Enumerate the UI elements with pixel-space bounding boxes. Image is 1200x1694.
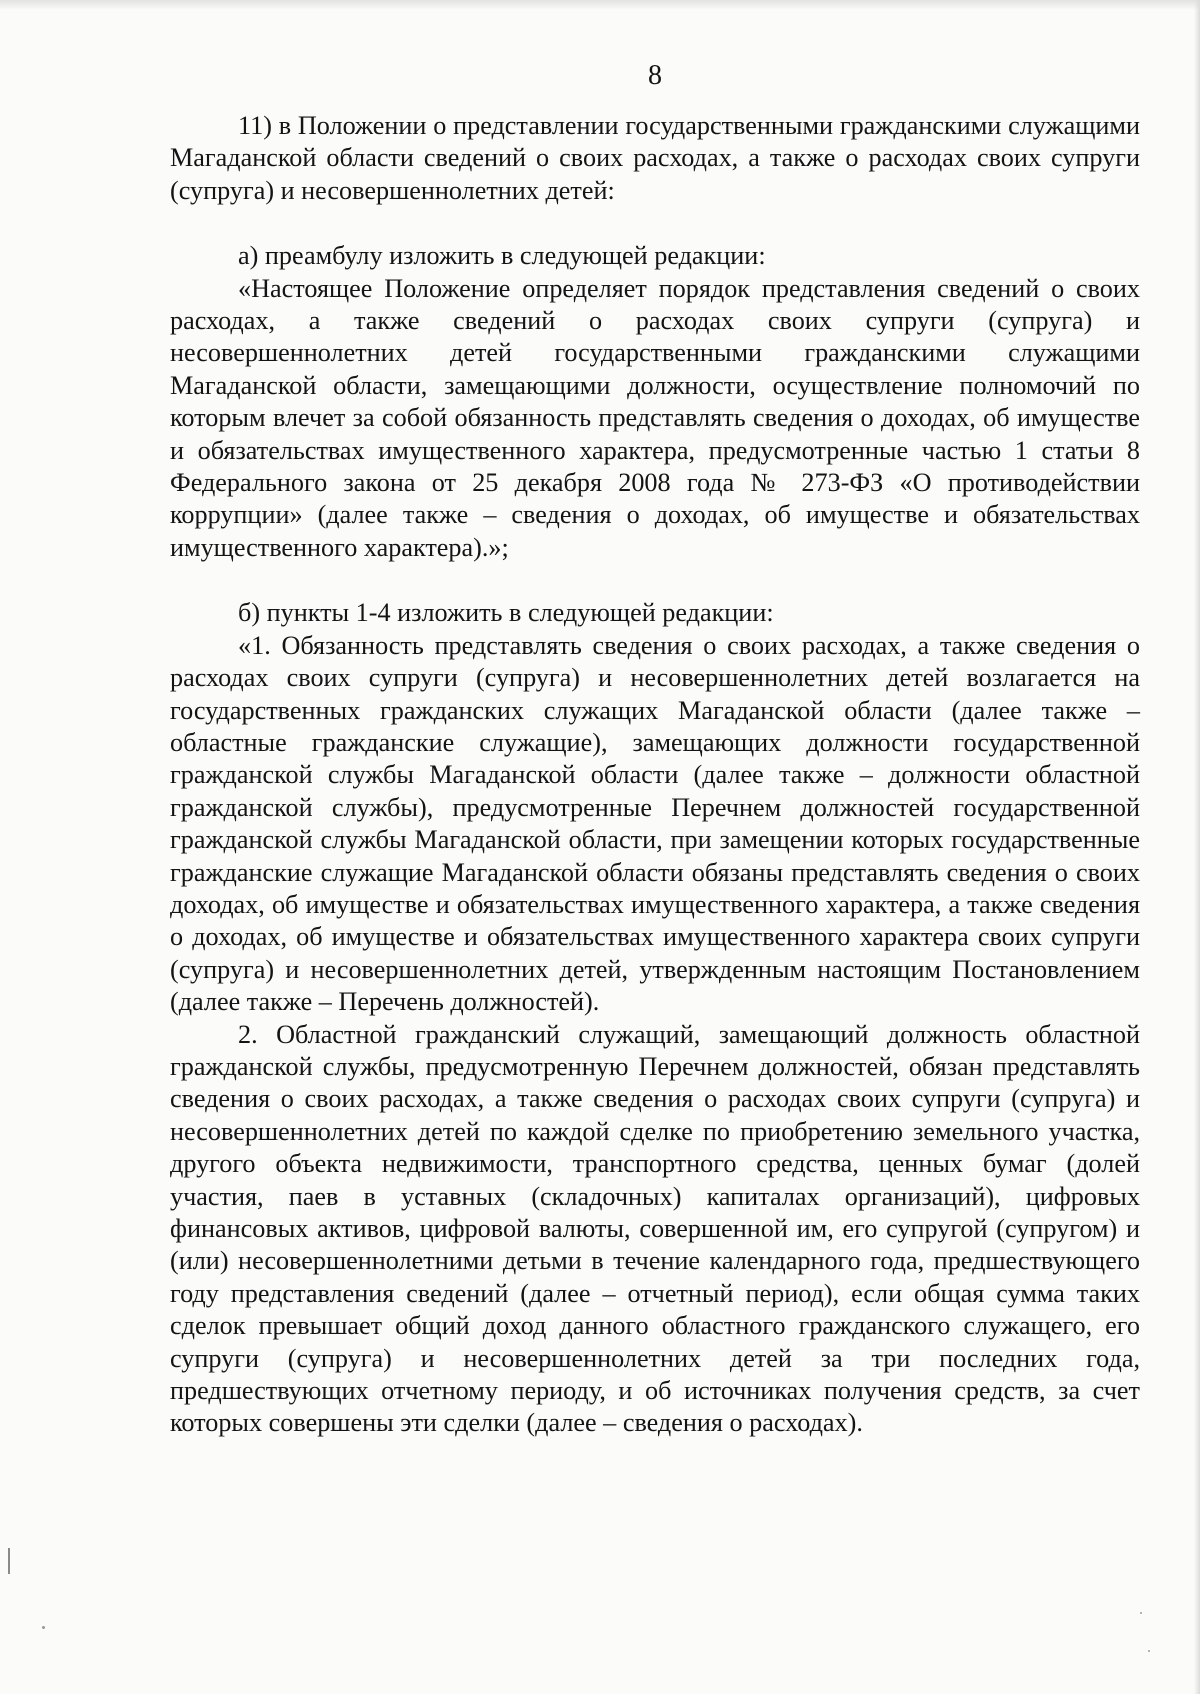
paragraph-subitem-b-heading: б) пункты 1-4 изложить в следующей редакции: [238, 598, 774, 628]
scan-artifact-speck [1140, 1612, 1142, 1614]
scan-top-edge [0, 0, 1200, 10]
paragraph-point-1: «1. Обязанность представлять сведения о своих расходах, а также сведения о расходах своих супруги (супруга) и несовершеннолетних детей возлагается на государственных гражданских служащих Магаданской области (далее также – областные гражданские служащие), замещающих должности государственной гражданской службы Магаданской области (далее также – должности областной гражданской службы), предусмотренные Перечнем должностей государственной гражданской службы Магаданской области, при замещении которых государственные гражданские служащие Магаданской области обязаны представлять сведения о своих доходах, об имуществе и обязательствах имущественного характера, а также сведения о доходах, об имуществе и обязательствах имущественного характера своих супруги (супруга) и несовершеннолетних детей, утвержденным настоящим Постановлением (далее также – Перечень должностей). [170, 630, 1140, 1017]
scan-artifact-speck [1148, 1650, 1150, 1652]
scan-right-edge [1194, 0, 1200, 1694]
paragraph-point-2: 2. Областной гражданский служащий, замещающий должность областной гражданской службы, предусмотренную Перечнем должностей, обязан представлять сведения о своих расходах, а также сведения о расходах своих супруги (супруга) и несовершеннолетних детей по каждой сделке по приобретению земельного участка, другого объекта недвижимости, транспортного средства, ценных бумаг (долей участия, паев в уставных (складочных) капиталах организаций), цифровых финансовых активов, цифровой валюты, совершенной им, его супругой (супругом) и (или) несовершеннолетними детьми в течение календарного года, предшествующего году представления сведений (далее – отчетный период), если общая сумма таких сделок превышает общий доход данного областного гражданского служащего, его супруги (супруга) и несовершеннолетних детей за три последних года, предшествующих отчетному периоду, и об источниках получения средств, за счет которых совершены эти сделки (далее – сведения о расходах). [170, 1019, 1140, 1438]
document-body [170, 60, 1140, 1440]
paragraph-subitem-a-heading: а) преамбулу изложить в следующей редакции: [238, 241, 766, 271]
scan-artifact-speck [42, 1626, 45, 1629]
page-number: 8 [648, 60, 662, 91]
scan-artifact-line [8, 1548, 10, 1574]
paragraph-item-11: 11) в Положении о представлении государственными гражданскими служащими Магаданской области сведений о своих расходах, а также о расходах своих супруги (супруга) и несовершеннолетних детей: [170, 111, 1140, 205]
paragraph-preamble-text: «Настоящее Положение определяет порядок представления сведений о своих расходах, а также сведений о расходах своих супруги (супруга) и несовершеннолетних детей государственными гражданскими служащими Магаданской области, замещающими должности, осуществление полномочий по которым влечет за собой обязанность представлять сведения о доходах, об имуществе и обязательствах имущественного характера, предусмотренные частью 1 статьи 8 Федерального закона от 25 декабря 2008 года № 273-ФЗ «О противодействии коррупции» (далее также – сведения о доходах, об имуществе и обязательствах имущественного характера).»; [170, 273, 1140, 562]
